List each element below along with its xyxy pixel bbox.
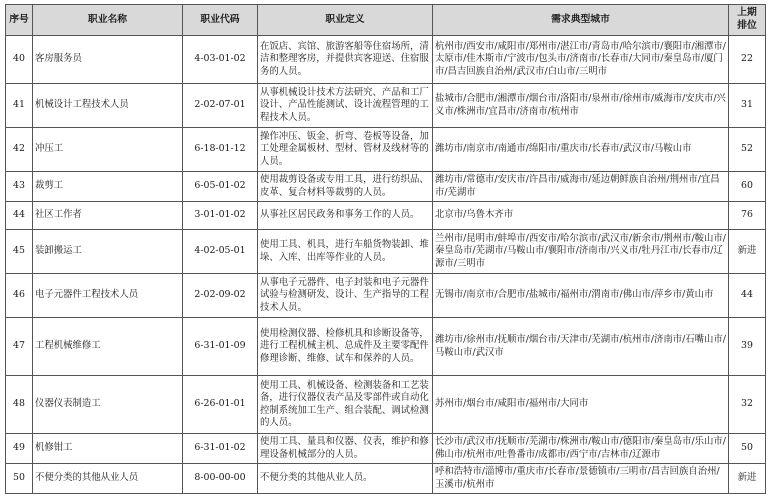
cell-name: 装卸搬运工 xyxy=(33,230,183,274)
cell-prev-rank: 31 xyxy=(729,84,766,128)
cell-name: 裁剪工 xyxy=(33,172,183,202)
cell-code: 4-03-01-02 xyxy=(183,36,258,84)
cell-name: 机修钳工 xyxy=(33,434,183,464)
cell-definition: 在饭店、宾馆、旅游客船等住宿场所，清洁和整理客房，并提供宾客迎送、住宿服务的人员。 xyxy=(258,36,433,84)
header-code: 职业代码 xyxy=(183,5,258,36)
table-header-row xyxy=(6,5,766,36)
cell-code: 3-01-01-02 xyxy=(183,202,258,230)
cell-seq: 48 xyxy=(6,376,33,434)
cell-code: 6-18-01-12 xyxy=(183,128,258,172)
table-row xyxy=(6,318,766,376)
cell-seq: 46 xyxy=(6,274,33,318)
cell-prev-rank: 新进 xyxy=(729,464,766,494)
cell-prev-rank: 76 xyxy=(729,202,766,230)
cell-code: 6-26-01-01 xyxy=(183,376,258,434)
cell-cities: 呼和浩特市/淄博市/重庆市/长春市/景德镇市/三明市/昌吉回族自治州/玉溪市/杭州市 xyxy=(433,464,729,494)
cell-cities: 杭州市/西安市/咸阳市/郑州市/湛江市/青岛市/哈尔滨市/襄阳市/湘潭市/太原市/佳木斯市/宁波市/包头市/济南市/长春市/大同市/秦皇岛市/厦门市/昌吉回族自治州/武汉市/白山市/三明市 xyxy=(433,36,729,84)
cell-prev-rank: 52 xyxy=(729,128,766,172)
cell-prev-rank: 32 xyxy=(729,376,766,434)
cell-code: 2-02-09-02 xyxy=(183,274,258,318)
cell-seq: 49 xyxy=(6,434,33,464)
cell-prev-rank: 22 xyxy=(729,36,766,84)
occupation-table-container xyxy=(5,4,765,494)
header-cities: 需求典型城市 xyxy=(433,5,729,36)
cell-definition: 使用工具、量具和仪器、仪表，维护和修理设备机械部分的人员。 xyxy=(258,434,433,464)
cell-seq: 50 xyxy=(6,464,33,494)
cell-seq: 40 xyxy=(6,36,33,84)
cell-seq: 41 xyxy=(6,84,33,128)
cell-seq: 47 xyxy=(6,318,33,376)
cell-cities: 盐城市/合肥市/湘潭市/烟台市/洛阳市/泉州市/徐州市/威海市/安庆市/兴义市/株洲市/宜昌市/济南市/杭州市 xyxy=(433,84,729,128)
cell-cities: 兰州市/昆明市/蚌埠市/西安市/哈尔滨市/武汉市/新余市/荆州市/鞍山市/秦皇岛市/芜湖市/马鞍山市/襄阳市/济南市/兴义市/牡丹江市/长春市/辽源市/三明市 xyxy=(433,230,729,274)
cell-name: 仪器仪表制造工 xyxy=(33,376,183,434)
header-definition: 职业定义 xyxy=(258,5,433,36)
cell-name: 机械设计工程技术人员 xyxy=(33,84,183,128)
cell-cities: 无锡市/南京市/合肥市/盐城市/福州市/渭南市/佛山市/萍乡市/黄山市 xyxy=(433,274,729,318)
cell-cities: 潍坊市/徐州市/抚顺市/烟台市/天津市/芜湖市/杭州市/济南市/石嘴山市/马鞍山市/武汉市 xyxy=(433,318,729,376)
header-name: 职业名称 xyxy=(33,5,183,36)
table-row xyxy=(6,84,766,128)
table-row xyxy=(6,128,766,172)
cell-cities: 潍坊市/常德市/安庆市/许昌市/威海市/延边朝鲜族自治州/荆州市/宜昌市/芜湖市 xyxy=(433,172,729,202)
table-row xyxy=(6,230,766,274)
header-prev-rank-line1: 上期 xyxy=(737,7,757,19)
table-row xyxy=(6,172,766,202)
cell-name: 社区工作者 xyxy=(33,202,183,230)
table-row xyxy=(6,434,766,464)
header-prev-rank-line2: 排位 xyxy=(737,20,757,31)
header-seq: 序号 xyxy=(6,5,33,36)
cell-name: 不便分类的其他从业人员 xyxy=(33,464,183,494)
cell-code: 4-02-05-01 xyxy=(183,230,258,274)
cell-cities: 北京市/乌鲁木齐市 xyxy=(433,202,729,230)
cell-seq: 43 xyxy=(6,172,33,202)
cell-definition: 使用工具、机具，进行车船货物装卸、堆垛、入库、出库等作业的人员。 xyxy=(258,230,433,274)
table-row xyxy=(6,202,766,230)
cell-code: 6-31-01-09 xyxy=(183,318,258,376)
cell-cities: 长沙市/武汉市/抚顺市/芜湖市/株洲市/鞍山市/德阳市/秦皇岛市/乐山市/佛山市/杭州市/吐鲁番市/成都市/西宁市/吉林市/辽源市 xyxy=(433,434,729,464)
table-row xyxy=(6,376,766,434)
cell-definition: 从事机械设计技术方法研究、产品和工厂设计、产品性能测试、设计流程管理的工程技术人员。 xyxy=(258,84,433,128)
table-row xyxy=(6,36,766,84)
cell-prev-rank: 39 xyxy=(729,318,766,376)
cell-definition: 使用检测仪器、检修机具和诊断设备等，进行工程机械主机、总成件及主要零配件修理诊断、维修、试车和保养的人员。 xyxy=(258,318,433,376)
cell-definition: 使用工具、机械设备、检测装备和工艺装备，进行仪器仪表产品及零部件或自动化控制系统加工生产、组合装配、调试检测的人员。 xyxy=(258,376,433,434)
cell-name: 客房服务员 xyxy=(33,36,183,84)
cell-definition: 从事社区居民政务和事务工作的人员。 xyxy=(258,202,433,230)
header-prev-rank xyxy=(729,5,766,36)
cell-definition: 操作冲压、钣金、折弯、卷板等设备，加工处理金属板材、型材、管材及线材等的人员。 xyxy=(258,128,433,172)
cell-cities: 潍坊市/南京市/南通市/绵阳市/重庆市/长春市/武汉市/马鞍山市 xyxy=(433,128,729,172)
occupation-demand-table xyxy=(5,4,766,494)
cell-definition: 从事电子元器件、电子封装和电子元器件试验与检测研发、设计、生产指导的工程技术人员。 xyxy=(258,274,433,318)
cell-seq: 44 xyxy=(6,202,33,230)
table-row xyxy=(6,464,766,494)
cell-code: 6-05-01-02 xyxy=(183,172,258,202)
cell-prev-rank: 50 xyxy=(729,434,766,464)
cell-definition: 不便分类的其他从业人员。 xyxy=(258,464,433,494)
cell-name: 工程机械维修工 xyxy=(33,318,183,376)
cell-prev-rank: 44 xyxy=(729,274,766,318)
cell-name: 冲压工 xyxy=(33,128,183,172)
cell-name: 电子元器件工程技术人员 xyxy=(33,274,183,318)
cell-code: 6-31-01-02 xyxy=(183,434,258,464)
cell-code: 8-00-00-00 xyxy=(183,464,258,494)
cell-cities: 苏州市/烟台市/咸阳市/福州市/大同市 xyxy=(433,376,729,434)
cell-seq: 42 xyxy=(6,128,33,172)
cell-definition: 使用裁剪设备或专用工具，进行纺织品、皮革、复合材料等裁剪的人员。 xyxy=(258,172,433,202)
cell-code: 2-02-07-01 xyxy=(183,84,258,128)
cell-seq: 45 xyxy=(6,230,33,274)
cell-prev-rank: 新进 xyxy=(729,230,766,274)
cell-prev-rank: 60 xyxy=(729,172,766,202)
table-row xyxy=(6,274,766,318)
